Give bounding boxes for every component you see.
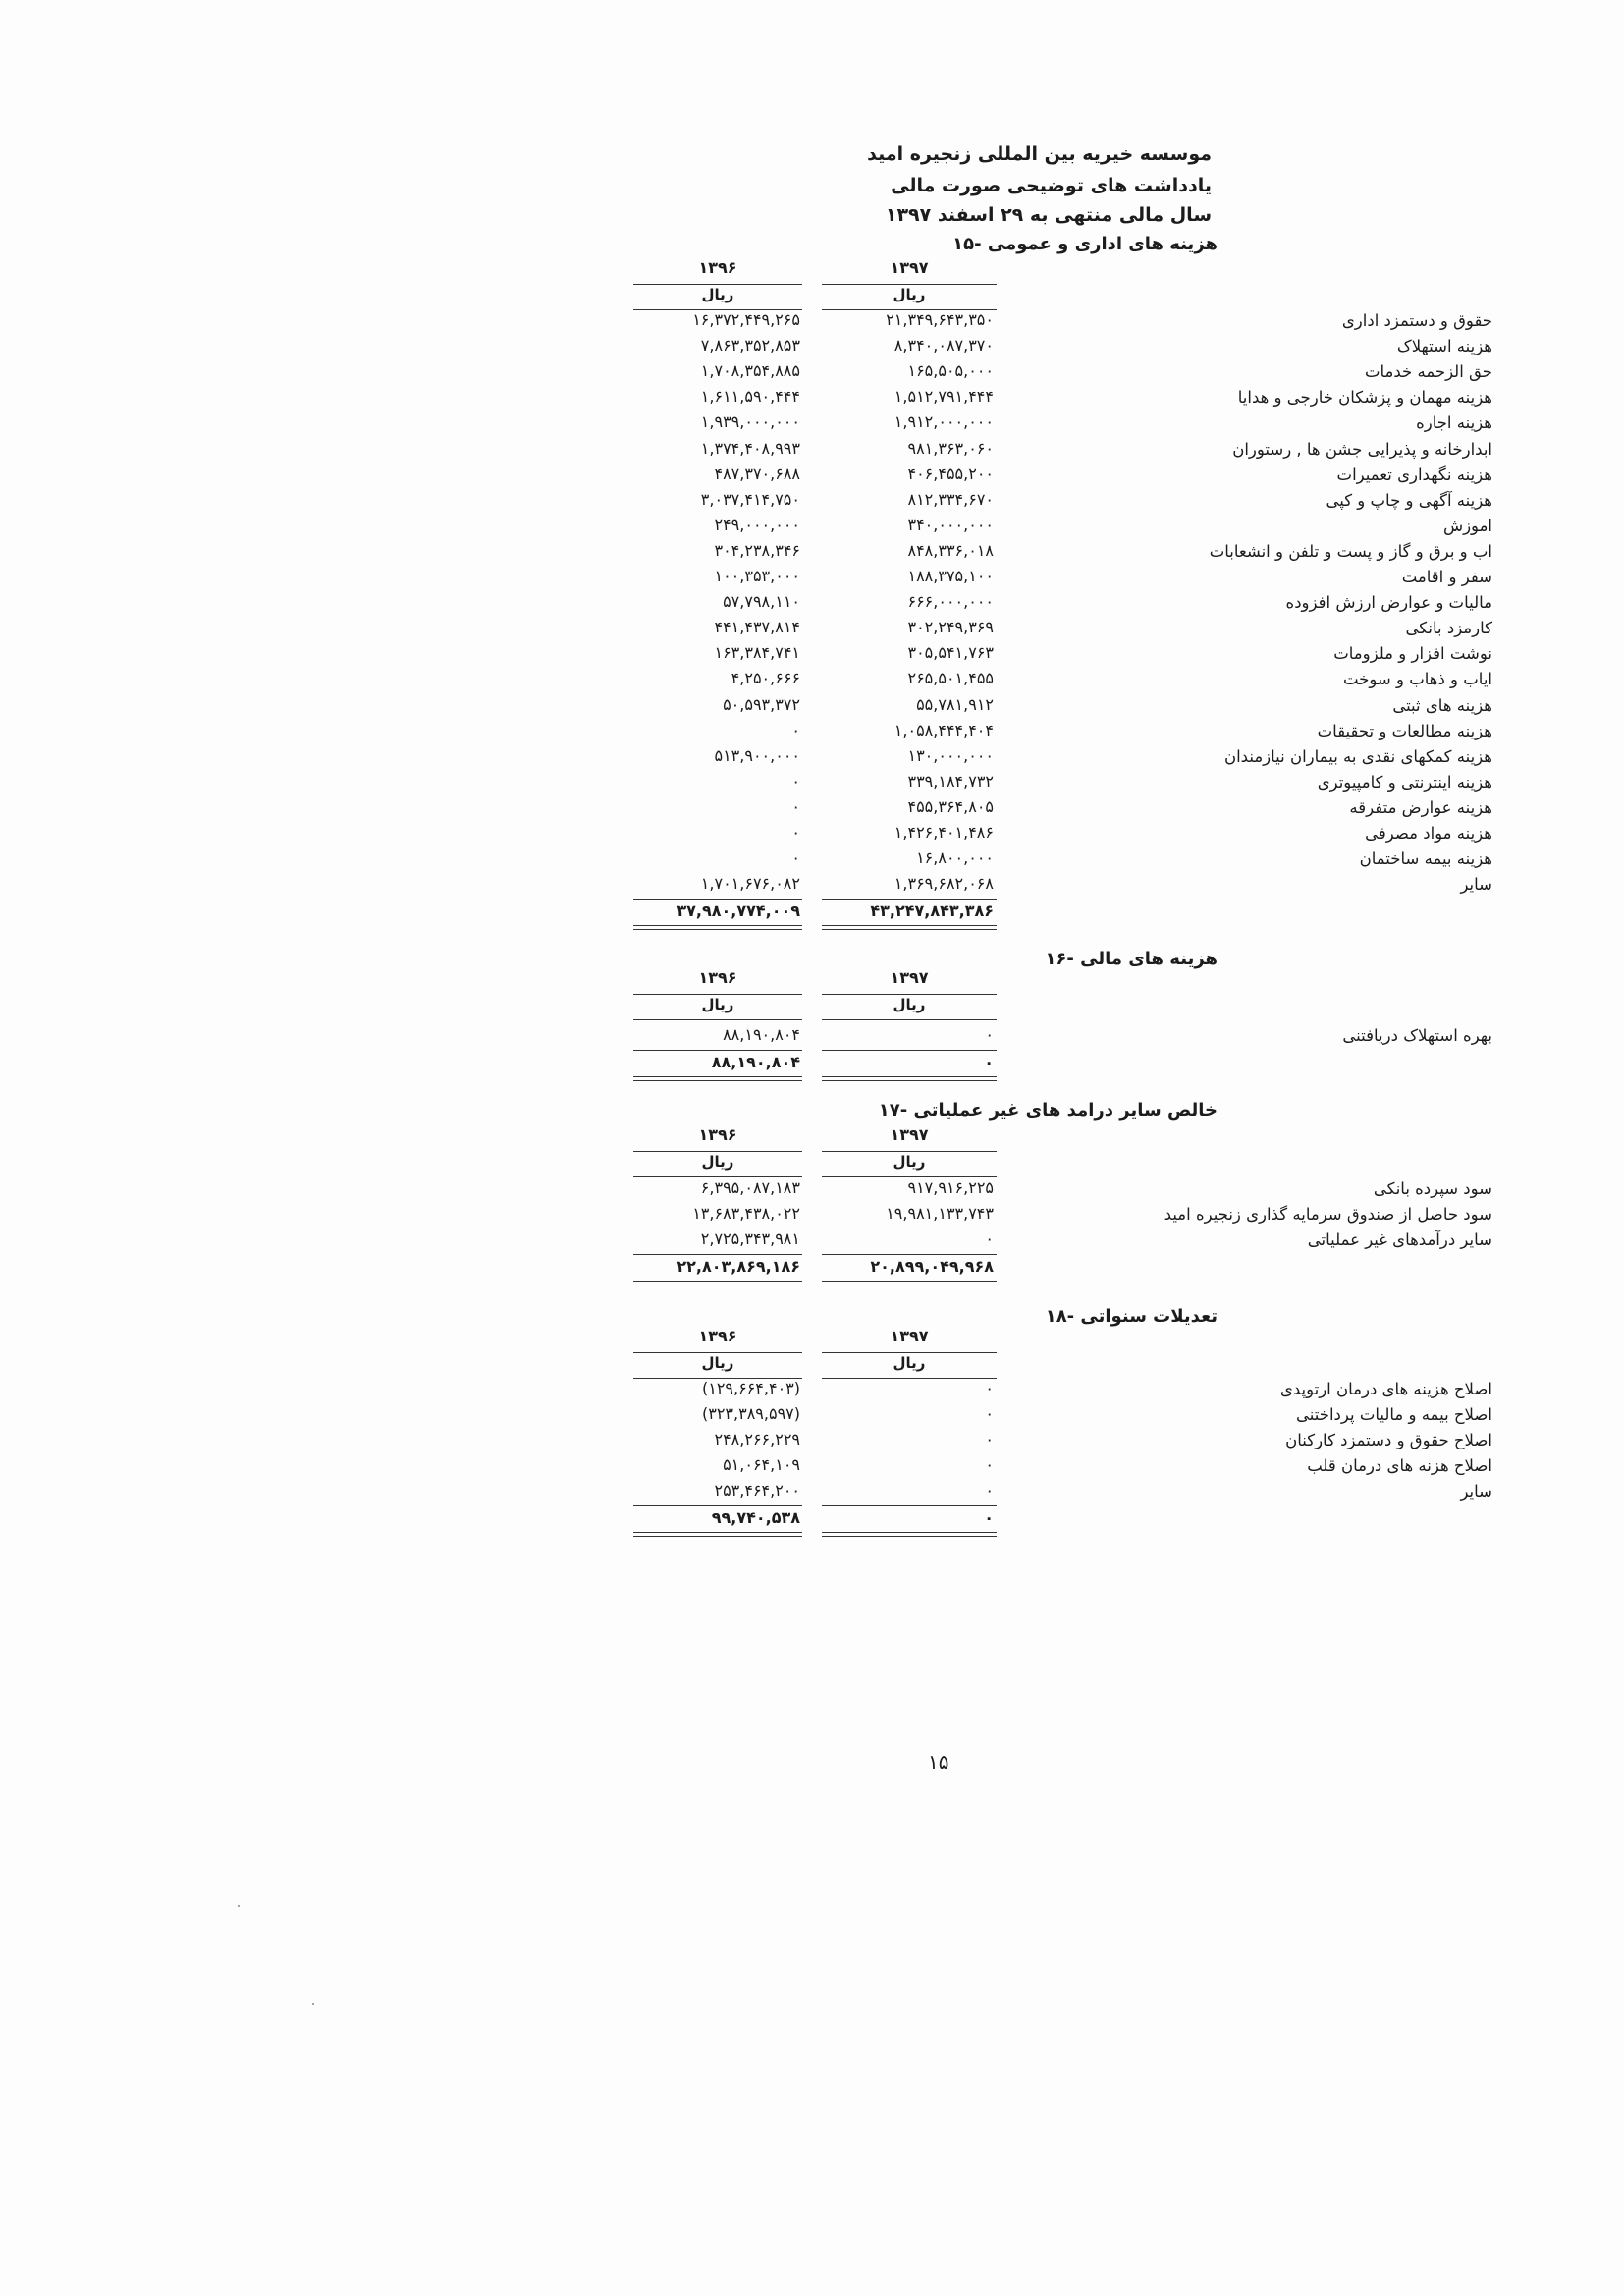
value-1397: ۱۶۵,۵۰۵,۰۰۰ — [907, 361, 994, 381]
value-1396: ۰ — [791, 796, 800, 816]
total-double-rule — [822, 1532, 997, 1537]
row-label: هزینه مطالعات و تحقیقات — [1317, 721, 1492, 740]
value-1397: ۸۱۲,۳۳۴,۶۷۰ — [907, 489, 994, 509]
total-row — [0, 1051, 1624, 1076]
table-row — [0, 616, 1624, 641]
table-row — [0, 1176, 1624, 1202]
year-header-1397: ۱۳۹۷ — [890, 968, 929, 987]
value-1396: ۰ — [791, 823, 800, 842]
value-1397: ۲۶۵,۵۰۱,۴۵۵ — [907, 669, 994, 688]
row-label: نوشت افزار و ملزومات — [1333, 644, 1492, 664]
table-row — [0, 1228, 1624, 1253]
value-1396: ۰ — [791, 848, 800, 868]
value-1396: ۰ — [791, 771, 800, 791]
value-1397: ۳۰۵,۵۴۱,۷۶۳ — [907, 643, 994, 663]
value-1397: ۸۴۸,۳۳۶,۰۱۸ — [907, 540, 994, 560]
header-rule — [822, 284, 997, 285]
row-label: هزینه اجاره — [1416, 413, 1492, 433]
row-label: سایر — [1460, 875, 1492, 895]
value-1397: ۲۱,۳۴۹,۶۴۳,۳۵۰ — [886, 310, 994, 329]
value-1397: ۹۸۱,۳۶۳,۰۶۰ — [907, 438, 994, 458]
value-1397: ۰ — [985, 1481, 994, 1500]
header-rule — [822, 1151, 997, 1152]
value-1396: ۱,۶۱۱,۵۹۰,۴۴۴ — [700, 387, 800, 407]
fiscal-period: سال مالی منتهی به ۲۹ اسفند ۱۳۹۷ — [885, 204, 1212, 226]
table-row — [0, 693, 1624, 719]
total-1397: ۰ — [984, 1053, 994, 1071]
row-label: هزینه مهمان و پزشکان خارجی و هدایا — [1237, 388, 1492, 408]
row-label: اصلاح حقوق و دستمزد کارکنان — [1285, 1431, 1492, 1449]
unit-label: ریال — [701, 1153, 734, 1171]
table-row — [0, 770, 1624, 795]
row-label: اصلاح هزنه های درمان قلب — [1307, 1456, 1492, 1475]
row-label: هزینه نگهداری تعمیرات — [1336, 465, 1492, 484]
row-label: اموزش — [1442, 516, 1492, 535]
header-rule — [633, 994, 802, 995]
value-1396: ۳,۰۳۷,۴۱۴,۷۵۰ — [700, 489, 800, 509]
row-label: اب و برق و گاز و پست و تلفن و انشعابات — [1209, 541, 1492, 561]
value-1397: ۰ — [985, 1230, 994, 1248]
value-1396: ۶,۳۹۵,۰۸۷,۱۸۳ — [700, 1178, 800, 1197]
row-label: هزینه عوارض متفرقه — [1349, 797, 1492, 817]
value-1397: ۹۱۷,۹۱۶,۲۲۵ — [907, 1178, 994, 1197]
total-double-rule — [633, 1532, 802, 1537]
value-1397: ۱,۵۱۲,۷۹۱,۴۴۴ — [893, 387, 994, 407]
value-1397: ۳۰۲,۲۴۹,۳۶۹ — [907, 618, 994, 637]
table-row — [0, 667, 1624, 692]
table-row — [0, 1202, 1624, 1228]
value-1396: ۵۱۳,۹۰۰,۰۰۰ — [714, 745, 800, 765]
note17-title: ۱۷- خالص سایر درامد های غیر عملیاتی — [878, 1100, 1218, 1121]
value-1396: ۱,۹۳۹,۰۰۰,۰۰۰ — [700, 412, 800, 432]
total-1397: ۲۰,۸۹۹,۰۴۹,۹۶۸ — [870, 1257, 994, 1276]
table-row — [0, 488, 1624, 514]
total-1396: ۲۲,۸۰۳,۸۶۹,۱۸۶ — [677, 1257, 800, 1276]
value-1397: ۰ — [985, 1379, 994, 1397]
row-label: اصلاح بیمه و مالیات پرداختنی — [1296, 1405, 1492, 1424]
value-1396: ۲,۷۲۵,۳۴۳,۹۸۱ — [700, 1230, 800, 1248]
table-row — [0, 872, 1624, 898]
row-label: هزینه بیمه ساختمان — [1359, 849, 1492, 869]
value-1397: ۳۴۰,۰۰۰,۰۰۰ — [907, 515, 994, 534]
table-row — [0, 565, 1624, 590]
table-row — [0, 437, 1624, 463]
table-row — [0, 590, 1624, 616]
value-1397: ۶۶۶,۰۰۰,۰۰۰ — [907, 592, 994, 612]
value-1396: ۷,۸۶۳,۳۵۲,۸۵۳ — [700, 336, 800, 355]
value-1396: ۲۴۹,۰۰۰,۰۰۰ — [714, 515, 800, 534]
row-label: سفر و اقامت — [1401, 568, 1492, 586]
value-1396: ۵۷,۷۹۸,۱۱۰ — [723, 592, 800, 612]
table-row — [0, 385, 1624, 410]
value-1396: ۴,۲۵۰,۶۶۶ — [731, 669, 800, 688]
unit-label: ریال — [893, 996, 926, 1013]
unit-rule — [633, 1019, 802, 1020]
value-1396: ۱۶۳,۳۸۴,۷۴۱ — [714, 643, 800, 663]
row-label: ایاب و ذهاب و سوخت — [1342, 670, 1492, 689]
value-1396: ۴۴۱,۴۳۷,۸۱۴ — [714, 618, 800, 637]
note15-title: ۱۵- هزینه های اداری و عمومی — [952, 234, 1218, 254]
table-row — [0, 463, 1624, 488]
value-1397: ۰ — [985, 1430, 994, 1449]
note18-title: ۱۸- تعدیلات سنواتی — [1045, 1306, 1218, 1327]
value-1397: ۱,۰۵۸,۴۴۴,۴۰۴ — [893, 720, 994, 739]
row-label: هزینه اینترنتی و کامپیوتری — [1317, 772, 1492, 792]
value-1397: ۳۳۹,۱۸۴,۷۳۲ — [907, 771, 994, 791]
value-1397: ۵۵,۷۸۱,۹۱۲ — [916, 694, 994, 714]
value-1396: (۳۲۳,۳۸۹,۵۹۷) — [702, 1404, 800, 1423]
year-header-1396: ۱۳۹۶ — [698, 1327, 737, 1345]
table-row — [0, 719, 1624, 744]
value-1396: ۵۰,۵۹۳,۳۷۲ — [723, 694, 800, 714]
row-label: سایر — [1460, 1482, 1492, 1501]
unit-label: ریال — [701, 286, 734, 303]
table-row — [0, 1377, 1624, 1402]
total-1396: ۹۹,۷۴۰,۵۳۸ — [711, 1508, 800, 1527]
table-row — [0, 514, 1624, 539]
value-1396: ۰ — [791, 720, 800, 739]
value-1397: ۴۰۶,۴۵۵,۲۰۰ — [907, 464, 994, 483]
total-double-rule — [633, 1076, 802, 1081]
value-1396: ۸۸,۱۹۰,۸۰۴ — [723, 1025, 800, 1044]
document-title: یادداشت های توضیحی صورت مالی — [891, 175, 1212, 196]
value-1396: ۱,۷۰۸,۳۵۴,۸۸۵ — [700, 361, 800, 381]
year-header-1397: ۱۳۹۷ — [890, 258, 929, 277]
row-label: بهره استهلاک دریافتنی — [1342, 1026, 1492, 1045]
table-row — [0, 847, 1624, 872]
value-1396: ۴۸۷,۳۷۰,۶۸۸ — [714, 464, 800, 483]
header-rule — [822, 1352, 997, 1353]
unit-label: ریال — [893, 1354, 926, 1372]
row-label: سایر درآمدهای غیر عملیاتی — [1307, 1230, 1492, 1249]
value-1397: ۰ — [985, 1455, 994, 1474]
row-label: هزینه کمکهای نقدی به بیماران نیازمندان — [1223, 746, 1492, 766]
value-1397: ۴۵۵,۳۶۴,۸۰۵ — [907, 796, 994, 816]
table-row — [0, 359, 1624, 385]
total-1397: ۰ — [984, 1508, 994, 1527]
row-label: کارمزد بانکی — [1405, 619, 1492, 638]
header-rule — [633, 284, 802, 285]
table-row — [0, 1023, 1624, 1049]
scan-speck — [238, 1905, 240, 1907]
total-double-rule — [633, 925, 802, 930]
table-row — [0, 1402, 1624, 1428]
total-row — [0, 1255, 1624, 1281]
org-name: موسسه خیریه بین المللی زنجیره امید — [867, 143, 1212, 165]
year-header-1397: ۱۳۹۷ — [890, 1327, 929, 1345]
unit-label: ریال — [701, 1354, 734, 1372]
value-1397: ۱۳۰,۰۰۰,۰۰۰ — [907, 745, 994, 765]
row-label: هزینه مواد مصرفی — [1365, 824, 1492, 843]
table-row — [0, 334, 1624, 359]
header-rule — [633, 1151, 802, 1152]
value-1397: ۰ — [985, 1404, 994, 1423]
table-row — [0, 641, 1624, 667]
value-1396: ۲۴۸,۲۶۶,۲۲۹ — [714, 1430, 800, 1449]
year-header-1397: ۱۳۹۷ — [890, 1125, 929, 1144]
row-label: هزینه استهلاک — [1396, 337, 1492, 356]
table-row — [0, 1428, 1624, 1453]
value-1397: ۱۶,۸۰۰,۰۰۰ — [916, 848, 994, 868]
value-1396: ۳۰۴,۲۳۸,۳۴۶ — [714, 540, 800, 560]
table-row — [0, 308, 1624, 334]
value-1396: ۱۳,۶۸۳,۴۳۸,۰۲۲ — [692, 1204, 800, 1223]
value-1397: ۱,۹۱۲,۰۰۰,۰۰۰ — [893, 412, 994, 432]
table-row — [0, 1479, 1624, 1504]
total-row — [0, 1506, 1624, 1532]
value-1396: ۱۰۰,۳۵۳,۰۰۰ — [714, 567, 800, 585]
total-1396: ۸۸,۱۹۰,۸۰۴ — [711, 1053, 800, 1071]
unit-label: ریال — [893, 286, 926, 303]
value-1396: ۵۱,۰۶۴,۱۰۹ — [723, 1455, 800, 1474]
unit-label: ریال — [701, 996, 734, 1013]
total-double-rule — [822, 925, 997, 930]
value-1397: ۱,۳۶۹,۶۸۲,۰۶۸ — [893, 874, 994, 894]
value-1396: ۱۶,۳۷۲,۴۴۹,۲۶۵ — [692, 310, 800, 329]
total-double-rule — [822, 1281, 997, 1285]
total-double-rule — [633, 1281, 802, 1285]
unit-label: ریال — [893, 1153, 926, 1171]
row-label: سود حاصل از صندوق سرمایه گذاری زنجیره امید — [1164, 1205, 1492, 1224]
value-1396: ۱,۷۰۱,۶۷۶,۰۸۲ — [700, 874, 800, 894]
total-row — [0, 900, 1624, 925]
value-1397: ۰ — [985, 1025, 994, 1044]
year-header-1396: ۱۳۹۶ — [698, 968, 737, 987]
unit-rule — [822, 1019, 997, 1020]
value-1397: ۱۹,۹۸۱,۱۳۳,۷۴۳ — [886, 1204, 994, 1223]
table-row — [0, 744, 1624, 770]
value-1397: ۱,۴۲۶,۴۰۱,۴۸۶ — [893, 823, 994, 842]
table-row — [0, 1453, 1624, 1479]
scan-speck — [312, 2003, 314, 2005]
total-1396: ۳۷,۹۸۰,۷۷۴,۰۰۹ — [677, 902, 800, 921]
header-rule — [822, 994, 997, 995]
total-1397: ۴۳,۲۴۷,۸۴۳,۳۸۶ — [870, 902, 994, 921]
value-1397: ۸,۳۴۰,۰۸۷,۳۷۰ — [893, 336, 994, 355]
row-label: هزینه های ثبتی — [1392, 695, 1492, 715]
row-label: اصلاح هزینه های درمان ارتوپدی — [1279, 1380, 1492, 1398]
table-row — [0, 821, 1624, 847]
table-row — [0, 795, 1624, 821]
row-label: حقوق و دستمزد اداری — [1341, 311, 1492, 330]
table-row — [0, 539, 1624, 565]
note16-title: ۱۶- هزینه های مالی — [1045, 949, 1218, 969]
value-1396: (۱۲۹,۶۶۴,۴۰۳) — [702, 1379, 800, 1397]
value-1397: ۱۸۸,۳۷۵,۱۰۰ — [907, 567, 994, 585]
row-label: مالیات و عوارض ارزش افزوده — [1285, 593, 1492, 613]
row-label: سود سپرده بانکی — [1373, 1179, 1492, 1198]
value-1396: ۱,۳۷۴,۴۰۸,۹۹۳ — [700, 438, 800, 458]
value-1396: ۲۵۳,۴۶۴,۲۰۰ — [714, 1481, 800, 1500]
row-label: حق الزحمه خدمات — [1364, 362, 1492, 382]
row-label: ابدارخانه و پذیرایی جشن ها , رستوران — [1232, 439, 1492, 459]
page-number: ۱۵ — [928, 1750, 949, 1774]
year-header-1396: ۱۳۹۶ — [698, 1125, 737, 1144]
header-rule — [633, 1352, 802, 1353]
total-double-rule — [822, 1076, 997, 1081]
row-label: هزینه آگهی و چاپ و کپی — [1326, 490, 1492, 510]
table-row — [0, 410, 1624, 436]
year-header-1396: ۱۳۹۶ — [698, 258, 737, 277]
